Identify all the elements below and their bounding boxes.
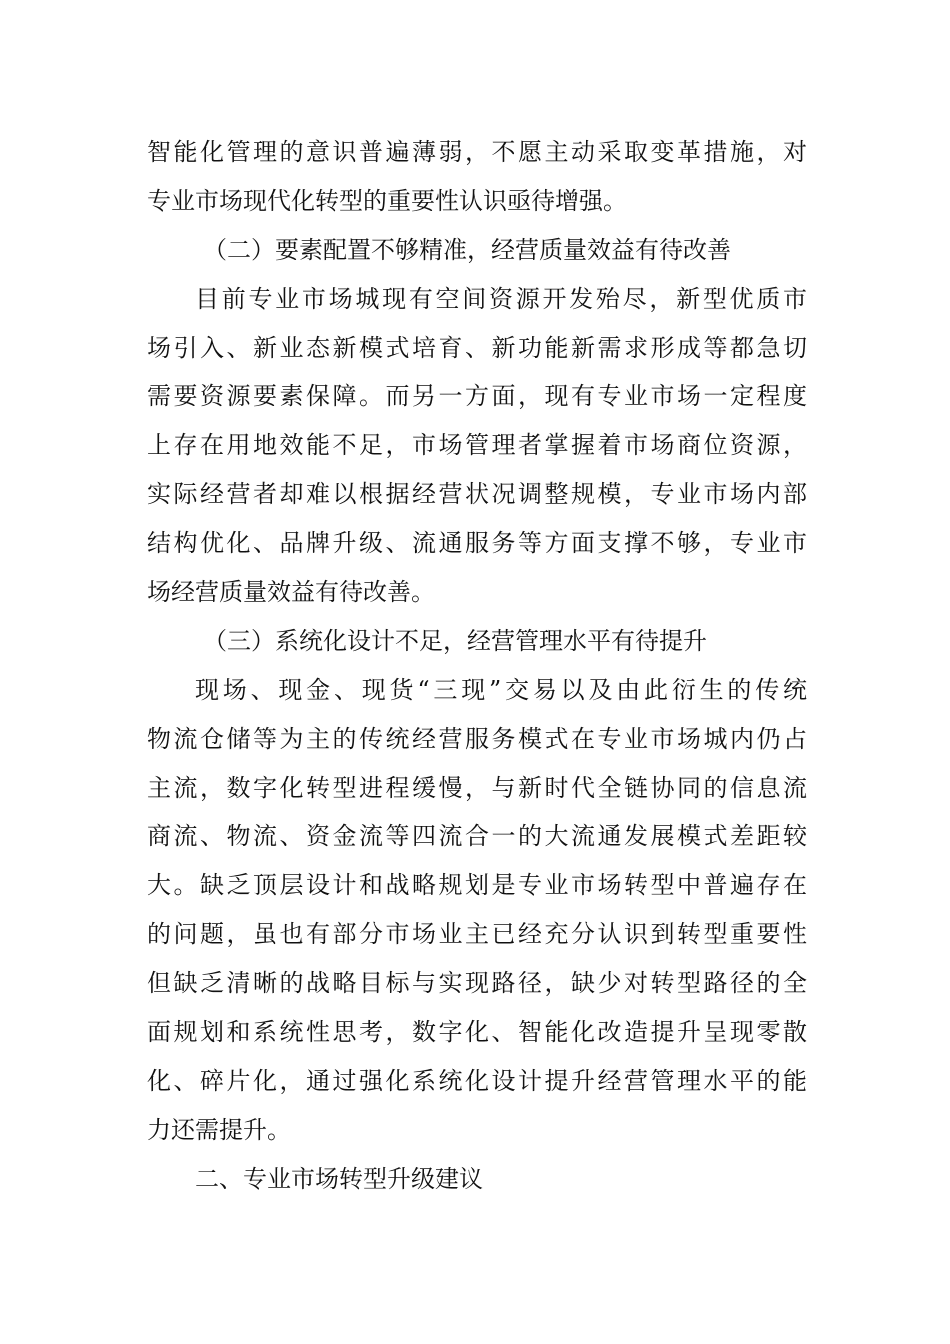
paragraph-line: 现场、现金、现货“三现”交易以及由此衍生的传统 bbox=[195, 675, 807, 704]
paragraph-line: 场经营质量效益有待改善。 bbox=[147, 578, 435, 607]
paragraph-line: 需要资源要素保障。而另一方面，现有专业市场一定程度 bbox=[147, 382, 807, 411]
paragraph-line: 化、碎片化，通过强化系统化设计提升经营管理水平的能 bbox=[147, 1066, 807, 1095]
paragraph-line: 物流仓储等为主的传统经营服务模式在专业市场城内仍占 bbox=[147, 724, 807, 753]
paragraph-line: 主流，数字化转型进程缓慢，与新时代全链协同的信息流 bbox=[147, 773, 807, 802]
paragraph-line: 力还需提升。 bbox=[147, 1115, 291, 1144]
paragraph-line: 实际经营者却难以根据经营状况调整规模，专业市场内部 bbox=[147, 480, 807, 509]
paragraph-line: 上存在用地效能不足，市场管理者掌握着市场商位资源， bbox=[147, 431, 807, 460]
subsection-heading-3: （三）系统化设计不足，经营管理水平有待提升 bbox=[203, 626, 707, 655]
paragraph-line: 但缺乏清晰的战略目标与实现路径，缺少对转型路径的全 bbox=[147, 969, 807, 998]
paragraph-line: 目前专业市场城现有空间资源开发殆尽，新型优质市 bbox=[195, 284, 807, 313]
paragraph-line: 商流、物流、资金流等四流合一的大流通发展模式差距较 bbox=[147, 822, 807, 851]
paragraph-line: 的问题，虽也有部分市场业主已经充分认识到转型重要性 bbox=[147, 920, 807, 949]
section-heading: 二、专业市场转型升级建议 bbox=[195, 1164, 483, 1193]
paragraph-line: 面规划和系统性思考，数字化、智能化改造提升呈现零散 bbox=[147, 1018, 807, 1047]
paragraph-line: 场引入、新业态新模式培育、新功能新需求形成等都急切 bbox=[147, 333, 807, 362]
paragraph-line: 智能化管理的意识普遍薄弱，不愿主动采取变革措施，对 bbox=[147, 138, 807, 166]
paragraph-line: 大。缺乏顶层设计和战略规划是专业市场转型中普遍存在 bbox=[147, 871, 807, 900]
subsection-heading-2: （二）要素配置不够精准，经营质量效益有待改善 bbox=[203, 235, 731, 264]
paragraph-line: 专业市场现代化转型的重要性认识亟待增强。 bbox=[147, 186, 627, 215]
document-body bbox=[147, 128, 807, 1204]
paragraph-line: 结构优化、品牌升级、流通服务等方面支撑不够，专业市 bbox=[147, 529, 807, 558]
